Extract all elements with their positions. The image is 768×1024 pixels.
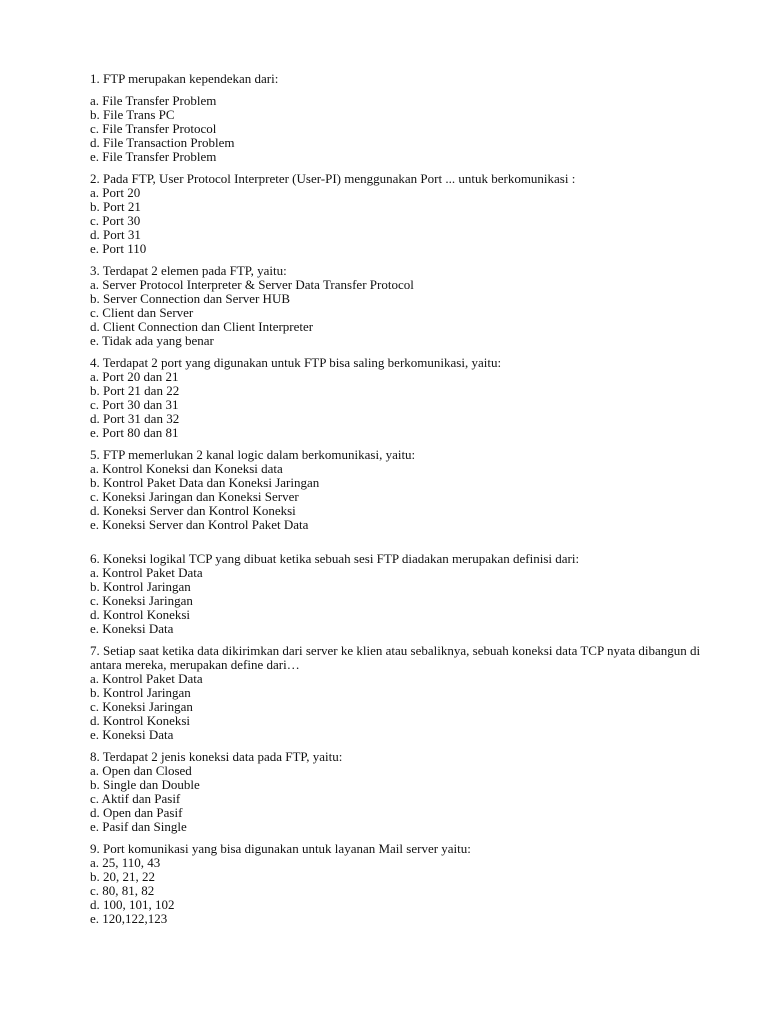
answer-option-c: c. Koneksi Jaringan: [90, 699, 193, 714]
answer-option-c: c. 80, 81, 82: [90, 883, 155, 898]
question-stem: 6. Koneksi logikal TCP yang dibuat ketika sebuah sesi FTP diadakan merupakan definisi dari:: [90, 551, 580, 566]
answer-option-a: a. Port 20: [90, 185, 141, 200]
answer-option-e: e. Pasif dan Single: [90, 819, 187, 834]
answer-option-c: c. Koneksi Jaringan: [90, 593, 193, 608]
answer-option-d: d. Client Connection dan Client Interpreter: [90, 319, 314, 334]
answer-option-c: c. Client dan Server: [90, 305, 194, 320]
answer-option-e: e. Tidak ada yang benar: [90, 333, 214, 348]
question-stem: 9. Port komunikasi yang bisa digunakan untuk layanan Mail server yaitu:: [90, 841, 471, 856]
answer-option-b: b. Kontrol Paket Data dan Koneksi Jaringan: [90, 475, 320, 490]
document-page: [90, 72, 720, 934]
answer-option-a: a. Kontrol Koneksi dan Koneksi data: [90, 461, 283, 476]
question-9: [90, 842, 720, 926]
answer-option-c: c. File Transfer Protocol: [90, 121, 217, 136]
question-2: [90, 172, 720, 256]
question-stem: 4. Terdapat 2 port yang digunakan untuk FTP bisa saling berkomunikasi, yaitu:: [90, 355, 502, 370]
answer-option-e: e. Koneksi Data: [90, 621, 174, 636]
question-4: [90, 356, 720, 440]
question-stem: 2. Pada FTP, User Protocol Interpreter (User-PI) menggunakan Port ... untuk berkomunikasi :: [90, 171, 576, 186]
question-stem: 7. Setiap saat ketika data dikirimkan dari server ke klien atau sebaliknya, sebuah koneksi data TCP nyata dibangun di antara mereka, merupakan define dari…: [90, 643, 701, 672]
question-3: [90, 264, 720, 348]
answer-option-d: d. Koneksi Server dan Kontrol Koneksi: [90, 503, 296, 518]
answer-option-b: b. Single dan Double: [90, 777, 200, 792]
question-6: [90, 552, 720, 636]
answer-option-c: c. Port 30: [90, 213, 141, 228]
answer-option-b: b. Kontrol Jaringan: [90, 685, 191, 700]
answer-option-e: e. Port 110: [90, 241, 147, 256]
answer-option-a: a. Kontrol Paket Data: [90, 565, 203, 580]
answer-option-c: c. Aktif dan Pasif: [90, 791, 181, 806]
answer-option-d: d. 100, 101, 102: [90, 897, 175, 912]
answer-option-d: d. File Transaction Problem: [90, 135, 235, 150]
answer-option-e: e. Koneksi Server dan Kontrol Paket Data: [90, 517, 309, 532]
answer-option-d: d. Port 31: [90, 227, 141, 242]
answer-option-e: e. Port 80 dan 81: [90, 425, 179, 440]
question-stem: 5. FTP memerlukan 2 kanal logic dalam berkomunikasi, yaitu:: [90, 447, 416, 462]
answer-option-a: a. Server Protocol Interpreter & Server Data Transfer Protocol: [90, 277, 414, 292]
answer-option-a: a. Open dan Closed: [90, 763, 192, 778]
answer-option-a: a. Kontrol Paket Data: [90, 671, 203, 686]
answer-option-b: b. Server Connection dan Server HUB: [90, 291, 291, 306]
answer-option-e: e. 120,122,123: [90, 911, 168, 926]
answer-option-a: a. 25, 110, 43: [90, 855, 161, 870]
question-stem: 8. Terdapat 2 jenis koneksi data pada FTP, yaitu:: [90, 749, 343, 764]
answer-option-a: a. Port 20 dan 21: [90, 369, 179, 384]
answer-option-a: a. File Transfer Problem: [90, 93, 217, 108]
answer-option-b: b. Port 21: [90, 199, 141, 214]
question-stem: 3. Terdapat 2 elemen pada FTP, yaitu:: [90, 263, 287, 278]
question-8: [90, 750, 720, 834]
answer-option-d: d. Kontrol Koneksi: [90, 607, 191, 622]
answer-option-d: d. Kontrol Koneksi: [90, 713, 191, 728]
answer-option-d: d. Open dan Pasif: [90, 805, 183, 820]
answer-option-e: e. Koneksi Data: [90, 727, 174, 742]
question-stem: 1. FTP merupakan kependekan dari:: [90, 71, 279, 86]
question-1: [90, 72, 720, 164]
answer-option-b: b. File Trans PC: [90, 107, 175, 122]
answer-option-b: b. Kontrol Jaringan: [90, 579, 191, 594]
answer-option-b: b. Port 21 dan 22: [90, 383, 180, 398]
answer-option-d: d. Port 31 dan 32: [90, 411, 180, 426]
answer-option-c: c. Koneksi Jaringan dan Koneksi Server: [90, 489, 299, 504]
question-5: [90, 448, 720, 532]
answer-option-c: c. Port 30 dan 31: [90, 397, 179, 412]
answer-option-b: b. 20, 21, 22: [90, 869, 155, 884]
answer-option-e: e. File Transfer Problem: [90, 149, 217, 164]
question-7: [90, 644, 720, 742]
